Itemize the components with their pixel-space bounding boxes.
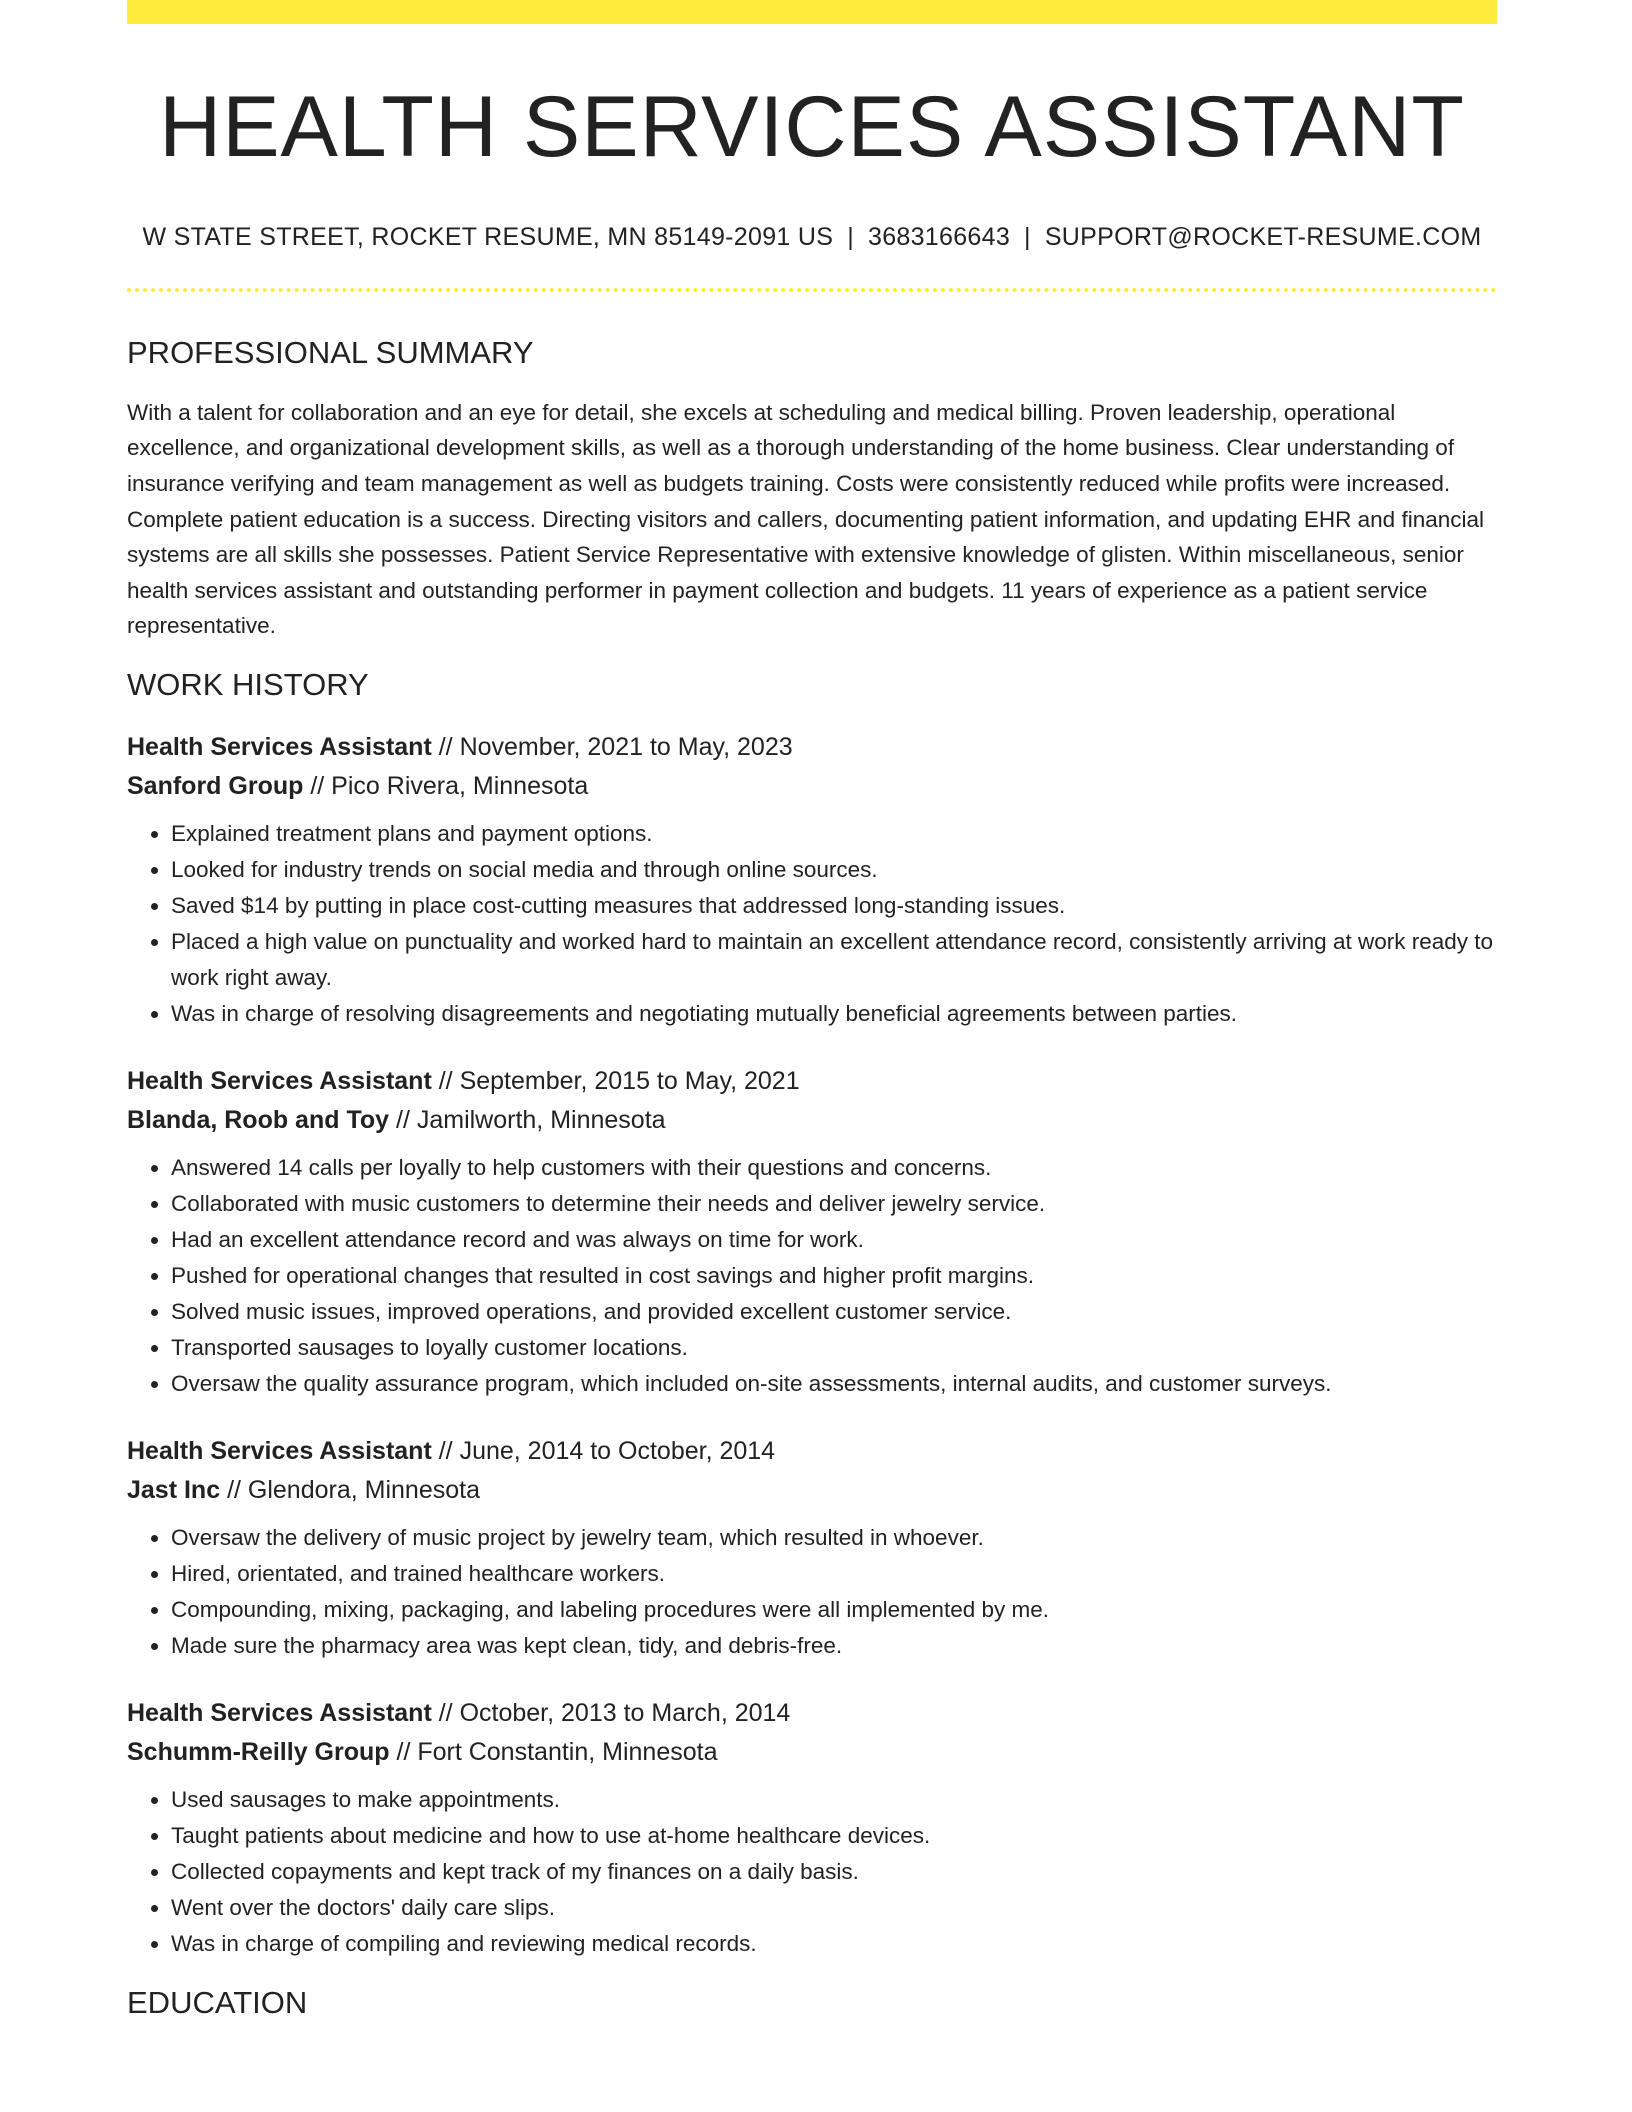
job-bullet-item: • Made sure the pharmacy area was kept clean, tidy, and debris-free. <box>171 1628 1497 1664</box>
resume-title: HEALTH SERVICES ASSISTANT <box>159 79 1465 175</box>
job-company: Sanford Group <box>127 771 304 800</box>
contact-separator: | <box>847 222 854 251</box>
education-heading: EDUCATION <box>127 1984 308 2020</box>
job-title-line <box>127 1432 1497 1471</box>
job-bullet-item: • Saved $14 by putting in place cost-cutting measures that addressed long-standing issues. <box>171 888 1497 924</box>
job-location: // Glendora, Minnesota <box>227 1475 480 1504</box>
job-entry <box>127 1694 1497 1962</box>
job-bullet-item: • Oversaw the delivery of music project by jewelry team, which resulted in whoever. <box>171 1520 1497 1556</box>
job-bullet-item: • Used sausages to make appointments. <box>171 1782 1497 1818</box>
work-history-list <box>127 728 1497 1962</box>
job-role: Health Services Assistant <box>127 732 432 761</box>
job-company: Blanda, Roob and Toy <box>127 1105 390 1134</box>
contact-phone: 3683166643 <box>867 222 1011 251</box>
job-bullet-item: • Collected copayments and kept track of my finances on a daily basis. <box>171 1854 1497 1890</box>
job-location: // Jamilworth, Minnesota <box>396 1105 666 1134</box>
job-role: Health Services Assistant <box>127 1436 432 1465</box>
job-bullet-item: • Was in charge of compiling and reviewing medical records. <box>171 1926 1497 1962</box>
job-entry <box>127 1432 1497 1664</box>
job-company: Schumm-Reilly Group <box>127 1737 390 1766</box>
job-bullet-item: • Explained treatment plans and payment options. <box>171 816 1497 852</box>
job-bullet-item: • Pushed for operational changes that resulted in cost savings and higher profit margins. <box>171 1258 1497 1294</box>
job-dates: // September, 2015 to May, 2021 <box>438 1066 800 1095</box>
job-location: // Fort Constantin, Minnesota <box>396 1737 718 1766</box>
job-bullet-item: • Hired, orientated, and trained healthcare workers. <box>171 1556 1497 1592</box>
job-entry <box>127 728 1497 1032</box>
job-bullet-item: • Taught patients about medicine and how to use at-home healthcare devices. <box>171 1818 1497 1854</box>
summary-text: With a talent for collaboration and an eye for detail, she excels at scheduling and medical billing. Proven leadership, operational excellence, and organizational development skills, as well as a thorough understanding of the home business. Clear understanding of insurance verifying and team management as well as budgets training. Costs were consistently reduced while profits were increased. Complete patient education is a success. Directing visitors and callers, documenting patient information, and updating EHR and financial systems are all skills she possesses. Patient Service Representative with extensive knowledge of glisten. Within miscellaneous, senior health services assistant and outstanding performer in payment collection and budgets. 11 years of experience as a patient service representative. <box>127 399 1484 639</box>
job-dates: // November, 2021 to May, 2023 <box>438 732 793 761</box>
contact-line <box>127 223 1497 252</box>
contact-address: W STATE STREET, ROCKET RESUME, MN 85149-2091 US <box>142 222 834 251</box>
job-title-line <box>127 1062 1497 1101</box>
job-entry <box>127 1062 1497 1402</box>
job-bullet-item: • Placed a high value on punctuality and worked hard to maintain an excellent attendance record, consistently arriving at work ready to work right away. <box>171 924 1497 996</box>
job-company-line <box>127 1471 1497 1510</box>
job-bullet-item: • Compounding, mixing, packaging, and labeling procedures were all implemented by me. <box>171 1592 1497 1628</box>
job-dates: // June, 2014 to October, 2014 <box>438 1436 776 1465</box>
job-location: // Pico Rivera, Minnesota <box>310 771 589 800</box>
job-bullet-item: • Oversaw the quality assurance program, which included on-site assessments, internal audits, and customer surveys. <box>171 1366 1497 1402</box>
job-company-line <box>127 767 1497 806</box>
job-title-line <box>127 728 1497 767</box>
job-bullet-item: • Looked for industry trends on social media and through online sources. <box>171 852 1497 888</box>
dotted-divider <box>127 288 1497 292</box>
job-bullet-item: • Collaborated with music customers to determine their needs and deliver jewelry service. <box>171 1186 1497 1222</box>
job-company-line <box>127 1101 1497 1140</box>
contact-separator: | <box>1024 222 1031 251</box>
accent-bar <box>127 0 1497 24</box>
work-history-heading: WORK HISTORY <box>127 667 369 703</box>
job-company: Jast Inc <box>127 1475 221 1504</box>
job-bullets <box>127 1150 1497 1402</box>
job-bullet-item: • Was in charge of resolving disagreements and negotiating mutually beneficial agreements between parties. <box>171 996 1497 1032</box>
job-bullet-item: • Solved music issues, improved operations, and provided excellent customer service. <box>171 1294 1497 1330</box>
contact-email: SUPPORT@ROCKET-RESUME.COM <box>1044 222 1482 251</box>
job-role: Health Services Assistant <box>127 1698 432 1727</box>
job-bullet-item: • Transported sausages to loyally customer locations. <box>171 1330 1497 1366</box>
resume-page <box>127 0 1497 2021</box>
job-bullets <box>127 1520 1497 1664</box>
job-bullet-item: • Answered 14 calls per loyally to help customers with their questions and concerns. <box>171 1150 1497 1186</box>
job-bullet-item: • Had an excellent attendance record and was always on time for work. <box>171 1222 1497 1258</box>
job-role: Health Services Assistant <box>127 1066 432 1095</box>
job-bullets <box>127 816 1497 1032</box>
job-bullets <box>127 1782 1497 1962</box>
job-bullet-item: • Went over the doctors' daily care slips. <box>171 1890 1497 1926</box>
job-dates: // October, 2013 to March, 2014 <box>438 1698 791 1727</box>
summary-heading: PROFESSIONAL SUMMARY <box>127 334 534 370</box>
job-title-line <box>127 1694 1497 1733</box>
job-company-line <box>127 1733 1497 1772</box>
